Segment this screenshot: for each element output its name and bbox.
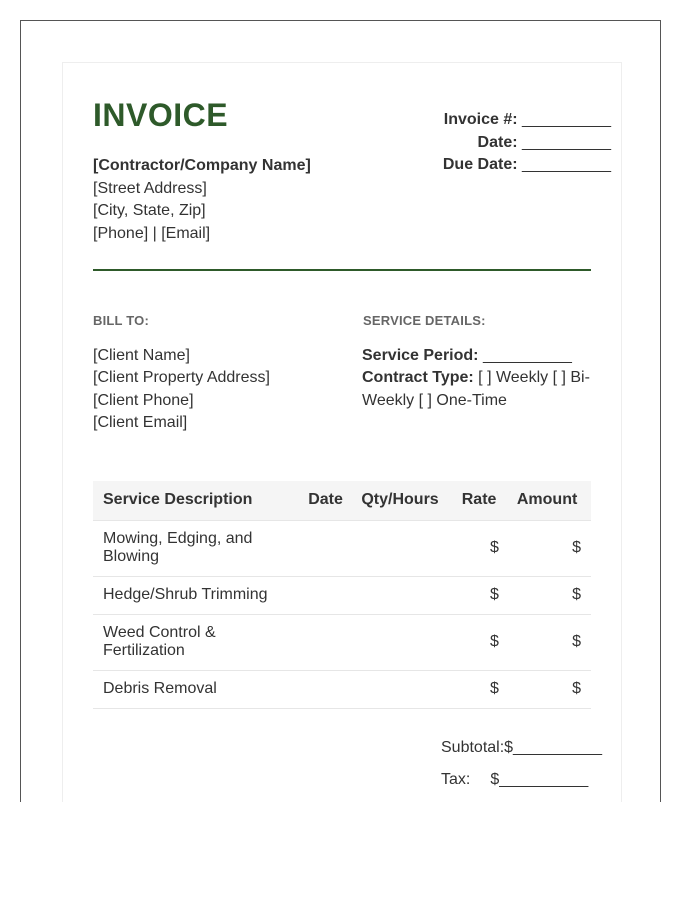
row-date: [300, 671, 355, 709]
row-amount: $: [509, 577, 591, 615]
row-description: Mowing, Edging, and Blowing: [93, 521, 300, 577]
client-address: [Client Property Address]: [93, 369, 270, 387]
row-description: Hedge/Shrub Trimming: [93, 577, 300, 615]
row-amount: $: [509, 521, 591, 577]
tax-row: [441, 771, 588, 789]
row-amount: $: [509, 671, 591, 709]
bill-to-heading: BILL TO:: [93, 313, 150, 328]
header-date: Date: [300, 481, 355, 521]
header-divider: [93, 269, 591, 271]
row-qty: [355, 671, 453, 709]
company-name: [Contractor/Company Name]: [93, 157, 311, 174]
client-email: [Client Email]: [93, 413, 188, 431]
client-phone: [Client Phone]: [93, 391, 194, 409]
invoice-date-row: [443, 132, 611, 155]
company-contact: [Phone] | [Email]: [93, 224, 211, 242]
services-table: [93, 481, 591, 709]
row-amount: $: [509, 615, 591, 671]
company-info: [93, 155, 311, 245]
tax-field: $__________: [490, 771, 589, 788]
service-period-label: Service Period:: [362, 347, 479, 364]
row-date: [300, 577, 355, 615]
row-description: Debris Removal: [93, 671, 300, 709]
row-rate: $: [454, 615, 509, 671]
invoice-title: INVOICE: [93, 97, 229, 133]
row-description: Weed Control & Fertilization: [93, 615, 300, 671]
service-period-field: __________: [482, 347, 572, 364]
row-rate: $: [454, 521, 509, 577]
due-date-label: Due Date:: [442, 156, 518, 173]
invoice-date-label: Date:: [477, 133, 518, 151]
company-street: [Street Address]: [93, 179, 207, 197]
service-details-block: [362, 345, 594, 412]
header-rate: Rate: [454, 481, 509, 521]
header-qty-hours: Qty/Hours: [355, 481, 453, 521]
header-amount: Amount: [509, 481, 591, 521]
invoice-number-label: Invoice #:: [443, 111, 518, 128]
due-date-field: __________: [522, 156, 611, 173]
row-date: [300, 521, 355, 577]
row-qty: [355, 577, 453, 615]
subtotal-row: [441, 739, 602, 757]
table-row: [93, 671, 591, 709]
subtotal-label: Subtotal:: [441, 739, 505, 756]
invoice-sheet: [62, 62, 622, 802]
row-qty: [355, 521, 453, 577]
contract-type-options: [ ] Weekly [ ] Bi-Weekly [ ] One-Time: [362, 369, 590, 409]
subtotal-field: $__________: [504, 739, 603, 756]
invoice-number-row: [443, 109, 611, 132]
header-service-description: Service Description: [93, 481, 300, 521]
invoice-meta: [443, 109, 611, 177]
document-frame: [20, 20, 661, 802]
row-date: [300, 615, 355, 671]
tax-label: Tax:: [441, 771, 471, 788]
due-date-row: [443, 154, 611, 177]
invoice-date-field: __________: [522, 133, 611, 151]
table-row: [93, 577, 591, 615]
row-rate: $: [454, 671, 509, 709]
service-details-heading: SERVICE DETAILS:: [363, 313, 486, 328]
row-rate: $: [454, 577, 509, 615]
table-row: [93, 615, 591, 671]
table-row: [93, 521, 591, 577]
contract-type-label: Contract Type:: [362, 369, 474, 387]
contract-type-row: [362, 367, 594, 412]
company-city: [City, State, Zip]: [93, 202, 206, 219]
service-period-row: [362, 345, 594, 367]
row-qty: [355, 615, 453, 671]
table-header-row: [93, 481, 591, 521]
bill-to-block: [93, 345, 270, 434]
invoice-number-field: __________: [522, 111, 611, 128]
client-name: [Client Name]: [93, 347, 190, 364]
